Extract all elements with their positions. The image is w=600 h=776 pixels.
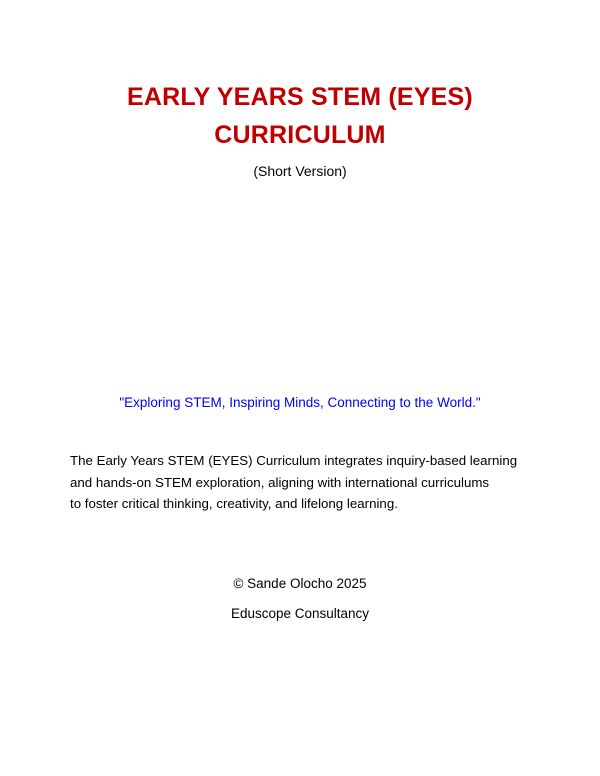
document-title-line-1: EARLY YEARS STEM (EYES) — [127, 83, 473, 111]
description-line: and hands-on STEM exploration, aligning with international curriculums — [70, 474, 490, 490]
organization-name: Eduscope Consultancy — [230, 606, 370, 621]
description-line: to foster critical thinking, creativity, and lifelong learning. — [70, 496, 398, 511]
tagline-quote: "Exploring STEM, Inspiring Minds, Connecting to the World." — [119, 395, 481, 410]
copyright-notice: © Sande Olocho 2025 — [233, 576, 367, 591]
description-line: The Early Years STEM (EYES) Curriculum integrates inquiry-based learning — [70, 453, 518, 468]
description-paragraph — [70, 450, 540, 515]
document-subtitle: (Short Version) — [253, 163, 347, 179]
document-title-line-2: CURRICULUM — [214, 121, 386, 149]
